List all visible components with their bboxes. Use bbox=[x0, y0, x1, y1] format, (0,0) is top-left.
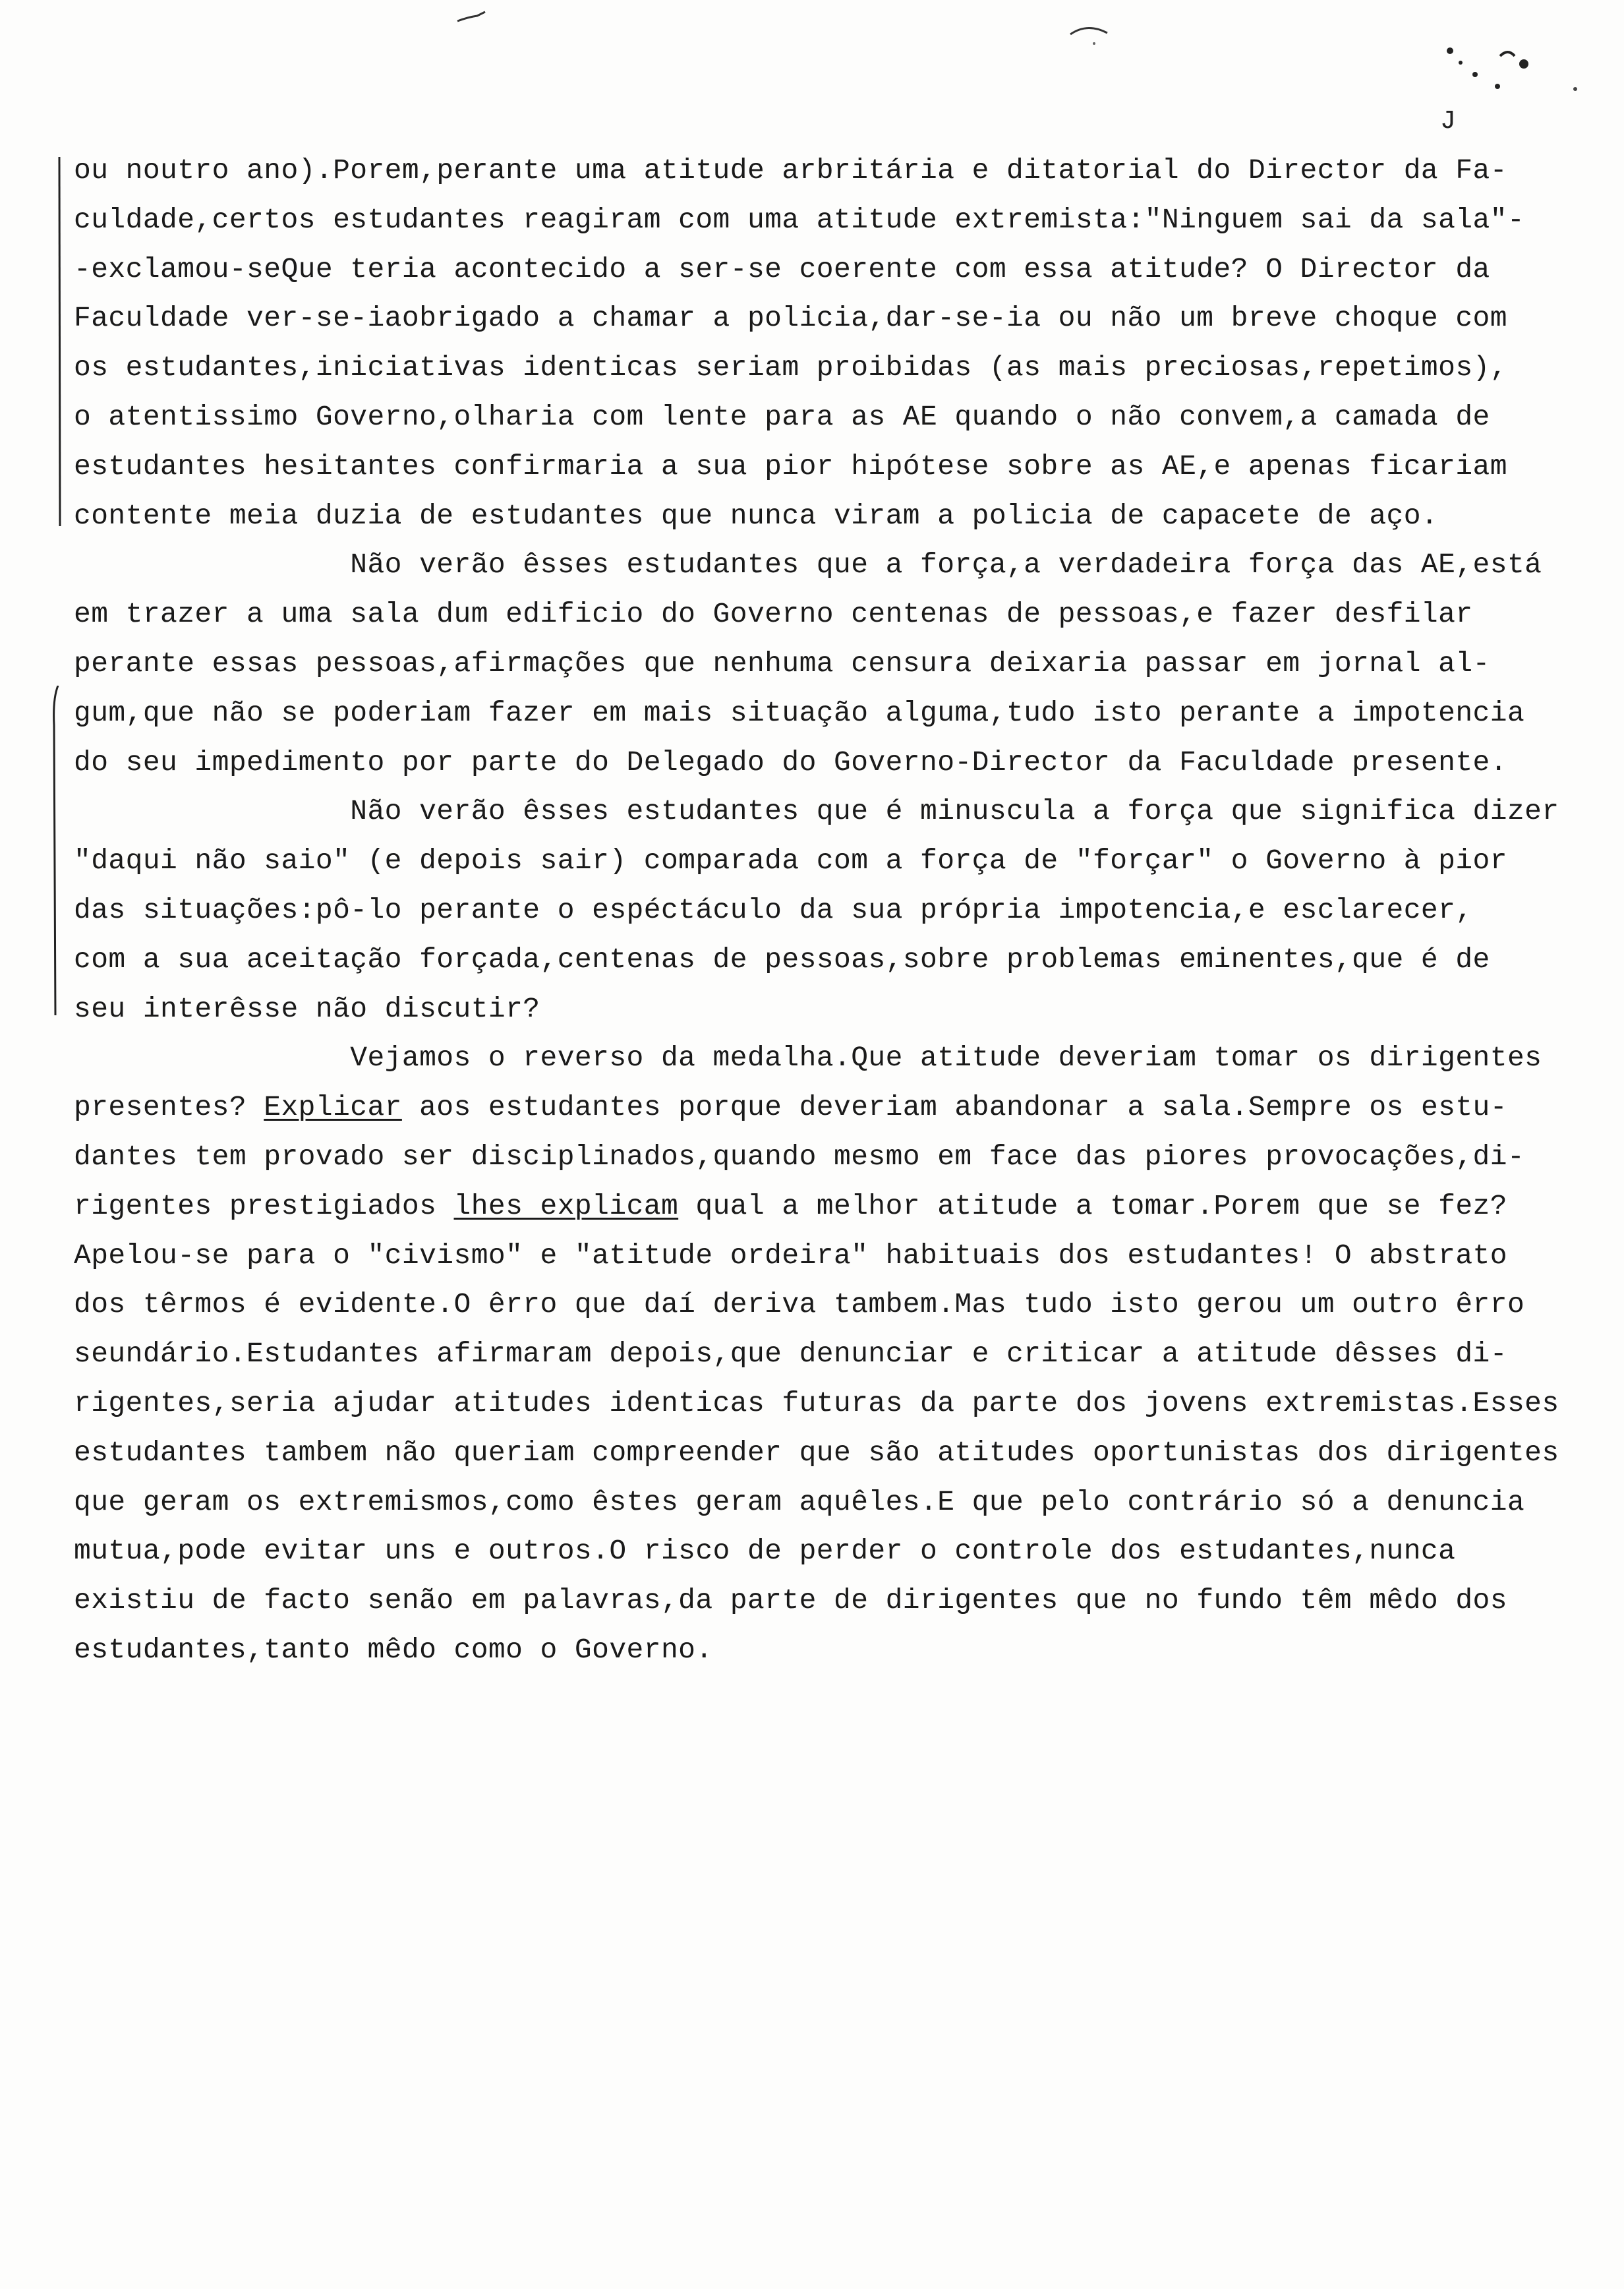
text-line: mutua,pode evitar uns e outros.O risco de perder o controle dos estudantes,nunca bbox=[74, 1535, 1456, 1568]
text-line: dantes tem provado ser disciplinados,quando mesmo em face das piores provocações,di- bbox=[74, 1140, 1525, 1173]
text-line: presentes? Explicar aos estudantes porque deveriam abandonar a sala.Sempre os estu- bbox=[74, 1091, 1507, 1124]
text-line: Faculdade ver-se-iaobrigado a chamar a policia,dar-se-ia ou não um breve choque com bbox=[74, 302, 1507, 335]
margin-bracket-line bbox=[51, 686, 59, 1015]
paragraph bbox=[74, 787, 1563, 1034]
text-line: que geram os extremismos,como êstes geram aquêles.E que pelo contrário só a denuncia bbox=[74, 1485, 1525, 1518]
ink-smudge bbox=[1068, 20, 1127, 46]
text-line: existiu de facto senão em palavras,da parte de dirigentes que no fundo têm mêdo dos bbox=[74, 1584, 1507, 1617]
text-line: rigentes,seria ajudar atitudes identicas futuras da parte dos jovens extremistas.Esses bbox=[74, 1386, 1559, 1419]
text-line: estudantes hesitantes confirmaria a sua pior hipótese sobre as AE,e apenas ficariam bbox=[74, 450, 1507, 483]
text-line: em trazer a uma sala dum edificio do Governo centenas de pessoas,e fazer desfilar bbox=[74, 598, 1473, 631]
underlined-phrase: Explicar bbox=[264, 1091, 402, 1124]
text-line: Não verão êsses estudantes que é minuscula a força que significa dizer bbox=[74, 795, 1559, 828]
paragraph bbox=[74, 146, 1563, 541]
text-line: dos têrmos é evidente.O êrro que daí deriva tambem.Mas tudo isto gerou um outro êrro bbox=[74, 1288, 1525, 1321]
text-line: do seu impedimento por parte do Delegado do Governo-Director da Faculdade presente. bbox=[74, 746, 1507, 779]
text-line: -exclamou-seQue teria acontecido a ser-se coerente com essa atitude? O Director da bbox=[74, 253, 1490, 285]
ink-mark bbox=[455, 8, 494, 28]
text-line: Vejamos o reverso da medalha.Que atitude deveriam tomar os dirigentes bbox=[74, 1042, 1542, 1075]
text-line: seu interêsse não discutir? bbox=[74, 992, 540, 1025]
text-line: estudantes tambem não queriam compreender que são atitudes oportunistas dos dirigentes bbox=[74, 1436, 1559, 1469]
corner-ink-specks bbox=[1437, 36, 1588, 102]
text-line: contente meia duzia de estudantes que nunca viram a policia de capacete de aço. bbox=[74, 499, 1439, 532]
underlined-phrase: lhes explicam bbox=[453, 1189, 679, 1222]
text-line: o atentissimo Governo,olharia com lente para as AE quando o não convem,a camada de bbox=[74, 400, 1490, 433]
text-line: Apelou-se para o "civismo" e "atitude ordeira" habituais dos estudantes! O abstrato bbox=[74, 1239, 1507, 1272]
paragraph bbox=[74, 1034, 1563, 1675]
text-line: estudantes,tanto mêdo como o Governo. bbox=[74, 1633, 713, 1666]
text-line: com a sua aceitação forçada,centenas de pessoas,sobre problemas eminentes,que é de bbox=[74, 943, 1490, 976]
text-line: seundário.Estudantes afirmaram depois,que denunciar e criticar a atitude dêsses di- bbox=[74, 1338, 1507, 1371]
text-line: os estudantes,iniciativas identicas seriam proibidas (as mais preciosas,repetimos), bbox=[74, 351, 1507, 384]
text-line: rigentes prestigiados lhes explicam qual a melhor atitude a tomar.Porem que se fez? bbox=[74, 1189, 1507, 1222]
text-line: ou noutro ano).Porem,perante uma atitude arbritária e ditatorial do Director da Fa- bbox=[74, 154, 1507, 187]
paragraph bbox=[74, 541, 1563, 787]
page-mark: J bbox=[1440, 107, 1457, 136]
text-line: "daqui não saio" (e depois sair) comparada com a força de "forçar" o Governo à pior bbox=[74, 845, 1507, 877]
margin-bracket-line bbox=[55, 157, 63, 526]
text-line: das situações:pô-lo perante o espéctáculo da sua própria impotencia,e esclarecer, bbox=[74, 893, 1473, 926]
text-line: gum,que não se poderiam fazer em mais situação alguma,tudo isto perante a impotencia bbox=[74, 696, 1525, 729]
text-line: culdade,certos estudantes reagiram com uma atitude extremista:"Ninguem sai da sala"- bbox=[74, 203, 1525, 236]
text-line: Não verão êsses estudantes que a força,a verdadeira força das AE,está bbox=[74, 549, 1542, 581]
typewritten-body bbox=[74, 146, 1563, 1675]
text-line: perante essas pessoas,afirmações que nenhuma censura deixaria passar em jornal al- bbox=[74, 647, 1490, 680]
